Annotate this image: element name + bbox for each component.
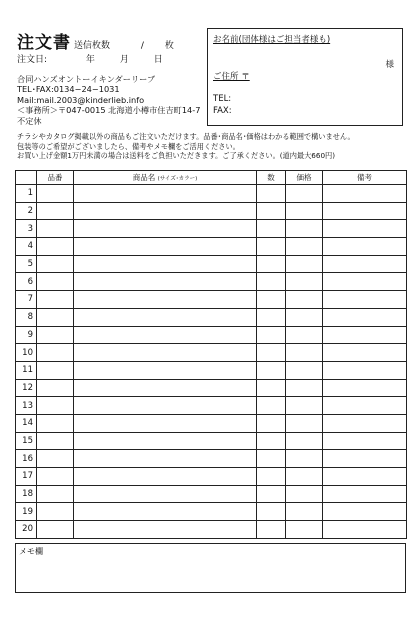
row-number: 11 xyxy=(16,361,37,379)
row-number: 12 xyxy=(16,379,37,397)
price-cell[interactable] xyxy=(286,238,323,256)
row-number: 7 xyxy=(16,291,37,309)
row-number: 16 xyxy=(16,450,37,468)
order-date-label: 注文日: xyxy=(17,55,48,65)
remarks-cell[interactable] xyxy=(323,361,407,379)
company-address: ＜事務所＞〒047-0015 北海道小樽市住吉町14-7 xyxy=(17,105,201,116)
quantity-cell[interactable] xyxy=(257,220,286,238)
row-number: 5 xyxy=(16,255,37,273)
item-code-cell[interactable] xyxy=(37,255,74,273)
day-label: 日 xyxy=(153,55,163,65)
remarks-cell[interactable] xyxy=(323,220,407,238)
product-name-cell[interactable] xyxy=(74,344,257,362)
remarks-cell[interactable] xyxy=(323,503,407,521)
product-name-cell[interactable] xyxy=(74,238,257,256)
form-title: 注文書 xyxy=(17,33,71,53)
product-name-cell[interactable] xyxy=(74,379,257,397)
product-name-cell[interactable] xyxy=(74,326,257,344)
item-code-cell[interactable] xyxy=(37,326,74,344)
notice-line: お買い上げ金額1万円未満の場合は送料をご負担いただきます。ご了承ください。(道内最大660円) xyxy=(17,151,336,161)
product-name-cell[interactable] xyxy=(74,308,257,326)
row-number: 1 xyxy=(16,185,37,203)
table-row xyxy=(16,521,407,539)
product-name-cell[interactable] xyxy=(74,468,257,486)
table-row xyxy=(16,414,407,432)
table-row xyxy=(16,503,407,521)
price-cell[interactable] xyxy=(286,485,323,503)
row-number: 13 xyxy=(16,397,37,415)
table-row xyxy=(16,255,407,273)
price-cell[interactable] xyxy=(286,468,323,486)
row-number: 17 xyxy=(16,468,37,486)
table-row xyxy=(16,344,407,362)
send-count xyxy=(74,38,174,51)
price-cell[interactable] xyxy=(286,273,323,291)
remarks-cell[interactable] xyxy=(323,379,407,397)
company-mail: Mail:mail.2003@kinderlieb.info xyxy=(17,94,145,105)
price-cell[interactable] xyxy=(286,185,323,203)
row-number: 3 xyxy=(16,220,37,238)
row-number: 6 xyxy=(16,273,37,291)
company-tel-fax: TEL･FAX:0134−24−1031 xyxy=(17,84,120,95)
table-row xyxy=(16,485,407,503)
table-row xyxy=(16,308,407,326)
quantity-cell[interactable] xyxy=(257,361,286,379)
sheets-label: 枚 xyxy=(164,41,174,51)
price-cell[interactable] xyxy=(286,503,323,521)
item-code-cell[interactable] xyxy=(37,450,74,468)
company-hours: 不定休 xyxy=(17,115,42,126)
quantity-cell[interactable] xyxy=(257,414,286,432)
table-header-row xyxy=(16,171,407,185)
row-number: 15 xyxy=(16,432,37,450)
item-code-cell[interactable] xyxy=(37,202,74,220)
price-cell[interactable] xyxy=(286,255,323,273)
quantity-cell[interactable] xyxy=(257,238,286,256)
product-name-cell[interactable] xyxy=(74,273,257,291)
quantity-cell[interactable] xyxy=(257,326,286,344)
order-items-table xyxy=(15,170,407,539)
product-name-cell[interactable] xyxy=(74,397,257,415)
header-product-name-note: (サイズ･カラー) xyxy=(157,176,198,182)
remarks-cell[interactable] xyxy=(323,468,407,486)
header-remarks: 備考 xyxy=(323,171,407,185)
table-row xyxy=(16,397,407,415)
header-product-name xyxy=(74,171,257,185)
remarks-cell[interactable] xyxy=(323,326,407,344)
product-name-cell[interactable] xyxy=(74,185,257,203)
table-row xyxy=(16,326,407,344)
remarks-cell[interactable] xyxy=(323,397,407,415)
company-info xyxy=(17,74,200,126)
table-row xyxy=(16,361,407,379)
row-number: 20 xyxy=(16,521,37,539)
customer-tel-label: TEL: xyxy=(213,94,232,104)
product-name-cell[interactable] xyxy=(74,255,257,273)
item-code-cell[interactable] xyxy=(37,273,74,291)
item-code-cell[interactable] xyxy=(37,238,74,256)
row-number: 10 xyxy=(16,344,37,362)
item-code-cell[interactable] xyxy=(37,220,74,238)
quantity-cell[interactable] xyxy=(257,202,286,220)
year-label: 年 xyxy=(85,55,95,65)
table-row xyxy=(16,468,407,486)
row-number: 14 xyxy=(16,414,37,432)
table-row xyxy=(16,185,407,203)
quantity-cell[interactable] xyxy=(257,344,286,362)
price-cell[interactable] xyxy=(286,379,323,397)
row-number: 9 xyxy=(16,326,37,344)
quantity-cell[interactable] xyxy=(257,450,286,468)
product-name-cell[interactable] xyxy=(74,361,257,379)
price-cell[interactable] xyxy=(286,308,323,326)
quantity-cell[interactable] xyxy=(257,185,286,203)
price-cell[interactable] xyxy=(286,344,323,362)
table-row xyxy=(16,450,407,468)
row-number: 18 xyxy=(16,485,37,503)
item-code-cell[interactable] xyxy=(37,185,74,203)
order-rows xyxy=(16,185,407,539)
remarks-cell[interactable] xyxy=(323,344,407,362)
quantity-cell[interactable] xyxy=(257,397,286,415)
price-cell[interactable] xyxy=(286,291,323,309)
table-row xyxy=(16,291,407,309)
quantity-cell[interactable] xyxy=(257,485,286,503)
remarks-cell[interactable] xyxy=(323,238,407,256)
remarks-cell[interactable] xyxy=(323,521,407,539)
price-cell[interactable] xyxy=(286,326,323,344)
product-name-cell[interactable] xyxy=(74,485,257,503)
company-name: 合同ハンズオントーイキンダーリーブ xyxy=(17,74,156,84)
price-cell[interactable] xyxy=(286,414,323,432)
table-row xyxy=(16,273,407,291)
item-code-cell[interactable] xyxy=(37,503,74,521)
remarks-cell[interactable] xyxy=(323,255,407,273)
header-item-code: 品番 xyxy=(37,171,74,185)
quantity-cell[interactable] xyxy=(257,291,286,309)
quantity-cell[interactable] xyxy=(257,468,286,486)
row-number: 2 xyxy=(16,202,37,220)
customer-sama: 様 xyxy=(385,60,394,70)
price-cell[interactable] xyxy=(286,432,323,450)
item-code-cell[interactable] xyxy=(37,344,74,362)
remarks-cell[interactable] xyxy=(323,273,407,291)
customer-address-label: ご住所 〒 xyxy=(213,72,250,82)
notice-line: チラシやカタログ掲載以外の商品もご注文いただけます。品番･商品名･価格はわかる範囲で構いません。 xyxy=(17,132,355,141)
memo-label: メモ欄 xyxy=(19,547,43,556)
header-price: 価格 xyxy=(286,171,323,185)
memo-box[interactable] xyxy=(15,543,406,593)
remarks-cell[interactable] xyxy=(323,450,407,468)
price-cell[interactable] xyxy=(286,361,323,379)
customer-fax-label: FAX: xyxy=(213,106,232,116)
remarks-cell[interactable] xyxy=(323,185,407,203)
product-name-cell[interactable] xyxy=(74,291,257,309)
quantity-cell[interactable] xyxy=(257,308,286,326)
item-code-cell[interactable] xyxy=(37,485,74,503)
product-name-cell[interactable] xyxy=(74,202,257,220)
item-code-cell[interactable] xyxy=(37,521,74,539)
product-name-cell[interactable] xyxy=(74,414,257,432)
month-label: 月 xyxy=(119,55,129,65)
item-code-cell[interactable] xyxy=(37,468,74,486)
order-date xyxy=(17,52,163,65)
product-name-cell[interactable] xyxy=(74,432,257,450)
remarks-cell[interactable] xyxy=(323,485,407,503)
quantity-cell[interactable] xyxy=(257,379,286,397)
table-row xyxy=(16,238,407,256)
product-name-cell[interactable] xyxy=(74,503,257,521)
send-count-slash: / xyxy=(140,41,144,51)
item-code-cell[interactable] xyxy=(37,379,74,397)
price-cell[interactable] xyxy=(286,450,323,468)
remarks-cell[interactable] xyxy=(323,432,407,450)
product-name-cell[interactable] xyxy=(74,521,257,539)
item-code-cell[interactable] xyxy=(37,414,74,432)
item-code-cell[interactable] xyxy=(37,361,74,379)
row-number: 19 xyxy=(16,503,37,521)
item-code-cell[interactable] xyxy=(37,308,74,326)
row-number: 4 xyxy=(16,238,37,256)
product-name-cell[interactable] xyxy=(74,220,257,238)
price-cell[interactable] xyxy=(286,397,323,415)
remarks-cell[interactable] xyxy=(323,291,407,309)
notice-text xyxy=(17,132,355,161)
table-row xyxy=(16,379,407,397)
quantity-cell[interactable] xyxy=(257,503,286,521)
table-row xyxy=(16,202,407,220)
customer-name-label: お名前(団体様はご担当者様も) xyxy=(213,35,331,45)
item-code-cell[interactable] xyxy=(37,291,74,309)
item-code-cell[interactable] xyxy=(37,397,74,415)
customer-box[interactable] xyxy=(207,28,403,126)
item-code-cell[interactable] xyxy=(37,432,74,450)
price-cell[interactable] xyxy=(286,220,323,238)
product-name-cell[interactable] xyxy=(74,450,257,468)
header-row-number xyxy=(16,171,37,185)
header-quantity: 数 xyxy=(257,171,286,185)
header-product-name-label: 商品名 xyxy=(132,173,156,182)
remarks-cell[interactable] xyxy=(323,414,407,432)
remarks-cell[interactable] xyxy=(323,308,407,326)
notice-line: 包装等のご希望がございましたら、備考やメモ欄をご活用ください。 xyxy=(17,141,240,151)
quantity-cell[interactable] xyxy=(257,432,286,450)
remarks-cell[interactable] xyxy=(323,202,407,220)
quantity-cell[interactable] xyxy=(257,273,286,291)
send-count-label: 送信枚数 xyxy=(74,41,111,51)
price-cell[interactable] xyxy=(286,202,323,220)
table-row xyxy=(16,220,407,238)
quantity-cell[interactable] xyxy=(257,255,286,273)
row-number: 8 xyxy=(16,308,37,326)
table-row xyxy=(16,432,407,450)
price-cell[interactable] xyxy=(286,521,323,539)
quantity-cell[interactable] xyxy=(257,521,286,539)
